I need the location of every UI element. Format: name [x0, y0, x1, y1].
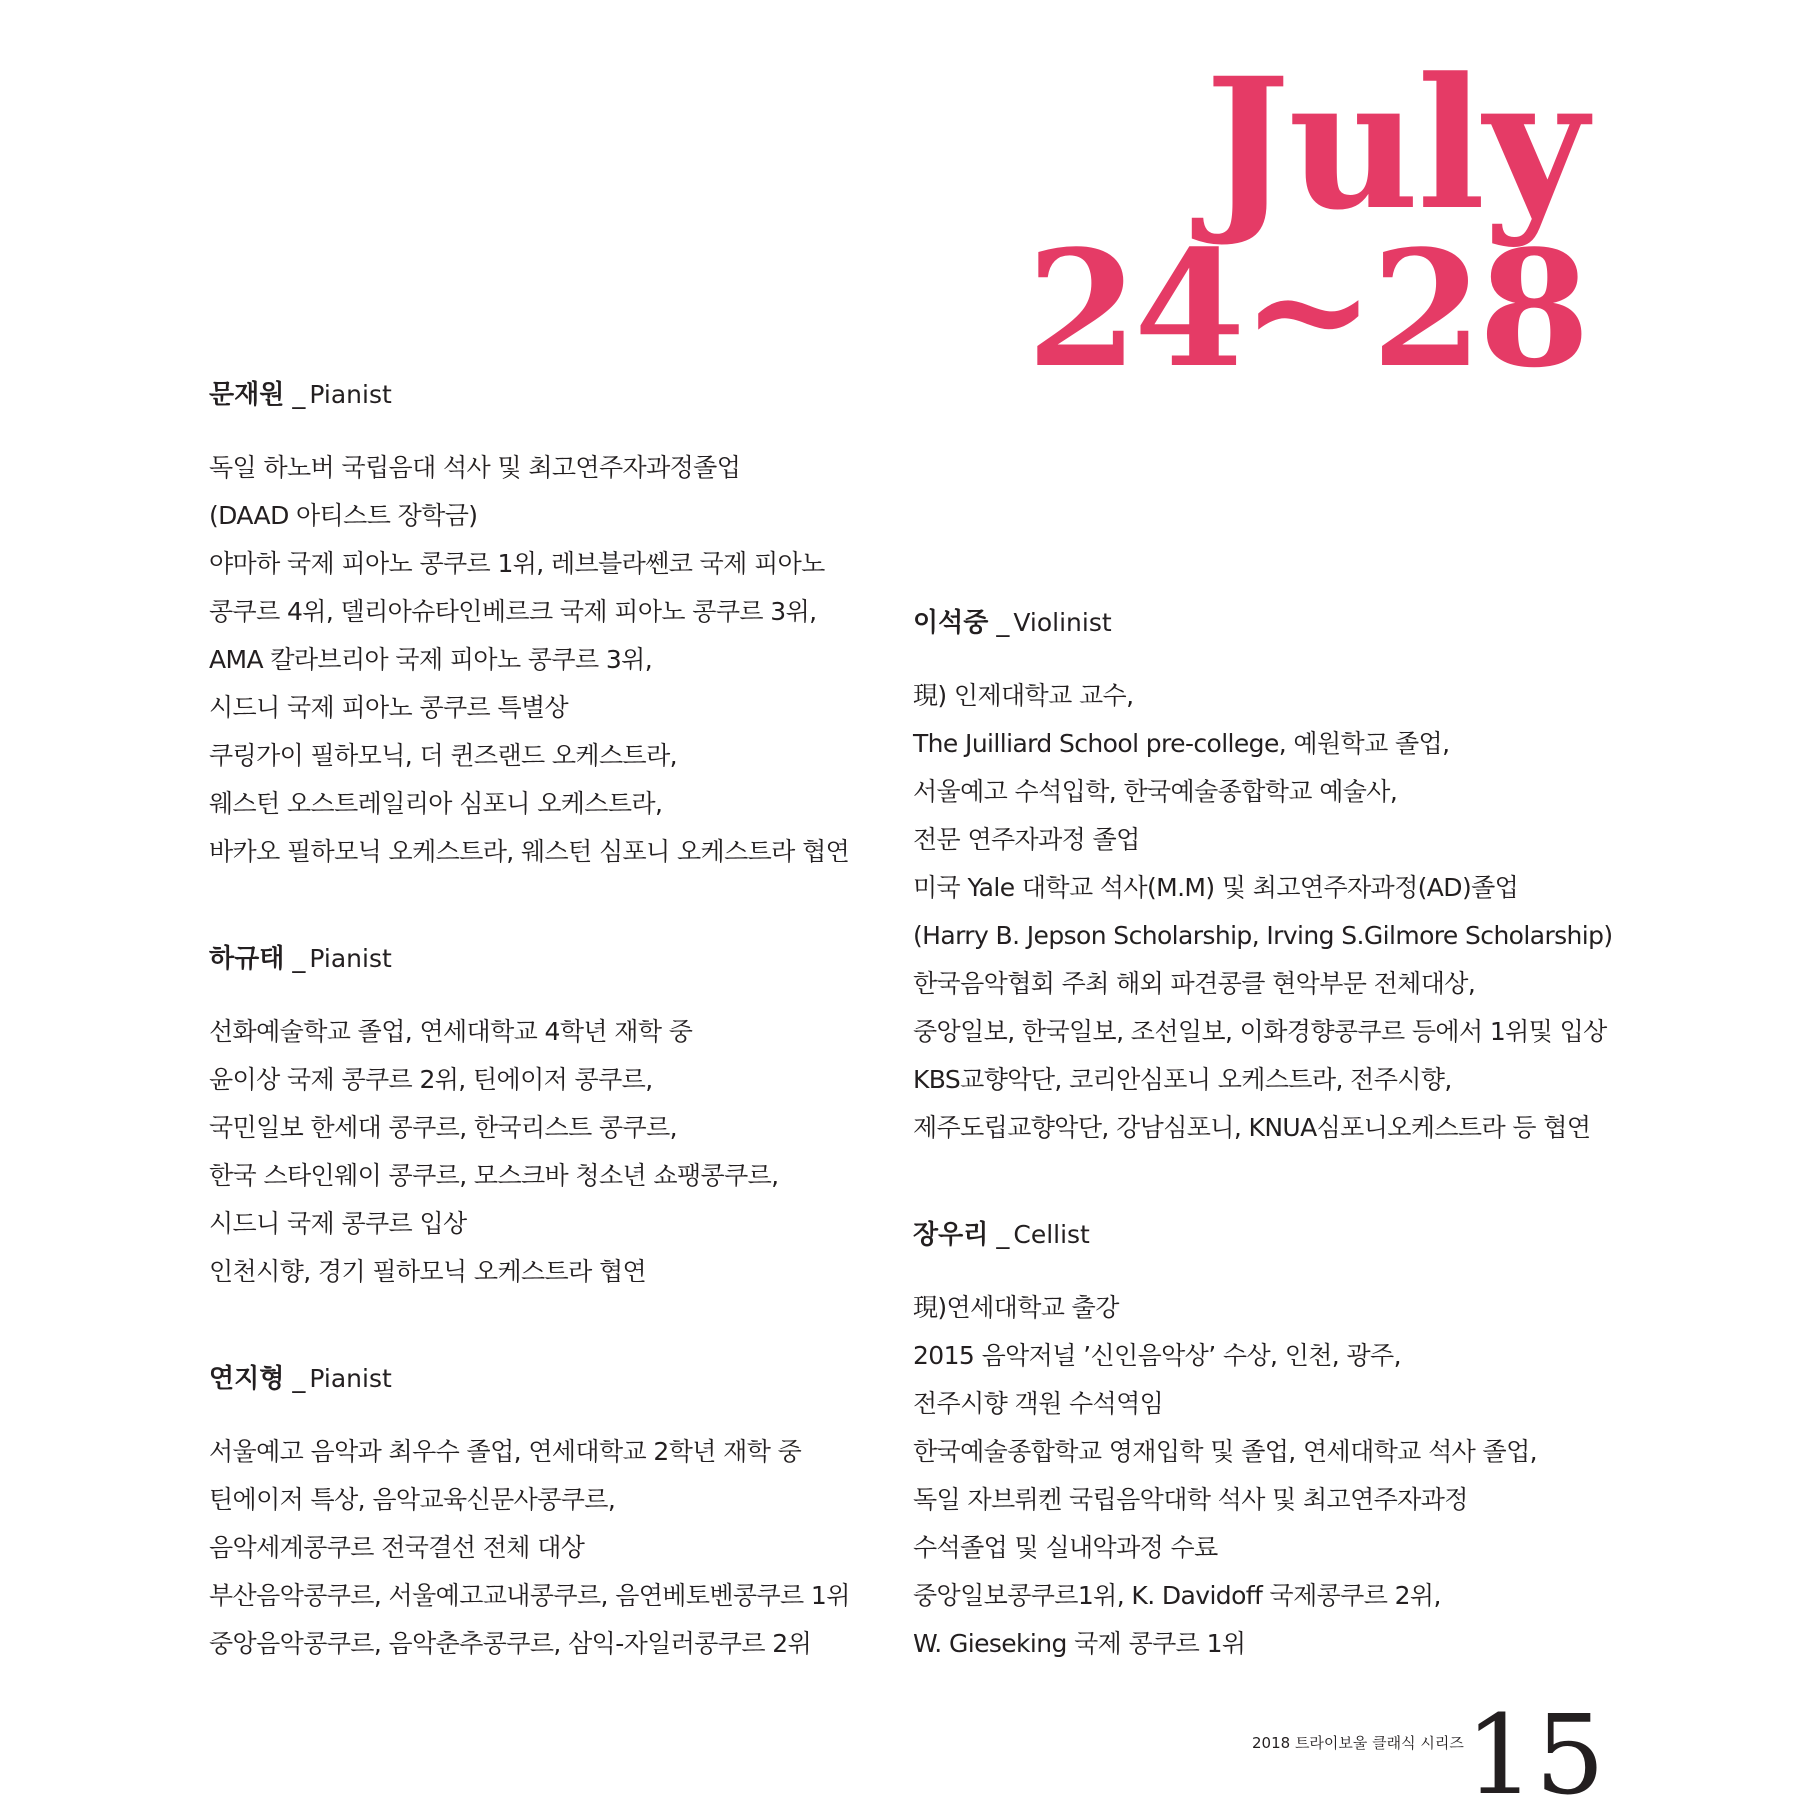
artist-role: Pianist [309, 380, 392, 409]
bio-line: 음악세계콩쿠르 전국결선 전체 대상 [209, 1533, 585, 1562]
bio-line: (Harry B. Jepson Scholarship, Irving S.Gilmore Scholarship) [913, 921, 1613, 950]
bio-line: 부산음악콩쿠르, 서울예고교내콩쿠르, 음연베토벤콩쿠르 1위 [209, 1581, 850, 1610]
bio-line: 전주시향 객원 수석역임 [913, 1389, 1164, 1418]
artist-heading [209, 378, 879, 412]
left-column [209, 378, 879, 1734]
bio-lines [913, 1284, 1643, 1668]
bio-line: 중앙음악콩쿠르, 음악춘추콩쿠르, 삼익-자일러콩쿠르 2위 [209, 1629, 812, 1658]
bio-line: 윤이상 국제 콩쿠르 2위, 틴에이저 콩쿠르, [209, 1065, 653, 1094]
bio-line: 선화예술학교 졸업, 연세대학교 4학년 재학 중 [209, 1017, 693, 1046]
artist-separator: _ [292, 944, 306, 974]
bio-line: 중앙일보콩쿠르1위, K. Davidoff 국제콩쿠르 2위, [913, 1581, 1441, 1610]
bio-line: 미국 Yale 대학교 석사(M.M) 및 최고연주자과정(AD)졸업 [913, 873, 1519, 902]
bio-line: 한국 스타인웨이 콩쿠르, 모스크바 청소년 쇼팽콩쿠르, [209, 1161, 779, 1190]
artist-separator: _ [292, 380, 306, 410]
bio-lines [209, 1008, 879, 1296]
bio-line: 2015 음악저널 ’신인음악상’ 수상, 인천, 광주, [913, 1341, 1401, 1370]
artist-bio [209, 942, 879, 1296]
bio-line: (DAAD 아티스트 장학금) [209, 501, 478, 530]
artist-name: 연지형 [209, 1364, 285, 1394]
artist-heading [209, 1362, 879, 1396]
bio-line: 수석졸업 및 실내악과정 수료 [913, 1533, 1218, 1562]
bio-lines [209, 1428, 879, 1668]
bio-line: 시드니 국제 피아노 콩쿠르 특별상 [209, 693, 569, 722]
bio-lines [913, 672, 1643, 1152]
bio-line: 콩쿠르 4위, 델리아슈타인베르크 국제 피아노 콩쿠르 3위, [209, 597, 817, 626]
footer-series-label: 2018 트라이보울 클래식 시리즈 [1252, 1734, 1464, 1752]
bio-line: 한국예술종합학교 영재입학 및 졸업, 연세대학교 석사 졸업, [913, 1437, 1537, 1466]
bio-line: 독일 하노버 국립음대 석사 및 최고연주자과정졸업 [209, 453, 741, 482]
bio-line: 중앙일보, 한국일보, 조선일보, 이화경향콩쿠르 등에서 1위및 입상 [913, 1017, 1607, 1046]
right-column [913, 606, 1643, 1734]
bio-line: 한국음악협회 주최 해외 파견콩클 현악부문 전체대상, [913, 969, 1476, 998]
artist-name: 하규태 [209, 944, 285, 974]
bio-line: 독일 자브뤼켄 국립음악대학 석사 및 최고연주자과정 [913, 1485, 1468, 1514]
artist-heading [913, 1218, 1643, 1252]
bio-line: 인천시향, 경기 필하모닉 오케스트라 협연 [209, 1257, 647, 1286]
bio-line: 전문 연주자과정 졸업 [913, 825, 1140, 854]
artist-bio [209, 378, 879, 876]
bio-lines [209, 444, 879, 876]
artist-heading [209, 942, 879, 976]
artist-separator: _ [996, 608, 1010, 638]
bio-line: KBS교향악단, 코리안심포니 오케스트라, 전주시향, [913, 1065, 1452, 1094]
bio-line: 바카오 필하모닉 오케스트라, 웨스턴 심포니 오케스트라 협연 [209, 837, 850, 866]
artist-name: 이석중 [913, 608, 989, 638]
bio-line: 시드니 국제 콩쿠르 입상 [209, 1209, 467, 1238]
artist-separator: _ [996, 1220, 1010, 1250]
bio-line: 現) 인제대학교 교수, [913, 681, 1134, 710]
artist-role: Cellist [1013, 1220, 1090, 1249]
page-number: 15 [1465, 1691, 1605, 1819]
bio-line: 서울예고 수석입학, 한국예술종합학교 예술사, [913, 777, 1398, 806]
artist-heading [913, 606, 1643, 640]
bio-line: W. Gieseking 국제 콩쿠르 1위 [913, 1629, 1246, 1658]
artist-role: Pianist [309, 944, 392, 973]
bio-line: 쿠링가이 필하모닉, 더 퀸즈랜드 오케스트라, [209, 741, 677, 770]
event-date [1026, 39, 1586, 403]
bio-line: 現)연세대학교 출강 [913, 1293, 1119, 1322]
artist-name: 문재원 [209, 380, 285, 410]
bio-line: The Juilliard School pre-college, 예원학교 졸업, [913, 729, 1450, 758]
bio-line: 서울예고 음악과 최우수 졸업, 연세대학교 2학년 재학 중 [209, 1437, 802, 1466]
bio-line: 야마하 국제 피아노 콩쿠르 1위, 레브블라쎈코 국제 피아노 [209, 549, 825, 578]
artist-role: Violinist [1013, 608, 1112, 637]
date-month: July [1204, 39, 1586, 250]
bio-line: 제주도립교향악단, 강남심포니, KNUA심포니오케스트라 등 협연 [913, 1113, 1591, 1142]
artist-separator: _ [292, 1364, 306, 1394]
date-range: 24~28 [1026, 215, 1586, 403]
bio-line: 웨스턴 오스트레일리아 심포니 오케스트라, [209, 789, 663, 818]
bio-line: 국민일보 한세대 콩쿠르, 한국리스트 콩쿠르, [209, 1113, 677, 1142]
bio-line: 틴에이저 특상, 음악교육신문사콩쿠르, [209, 1485, 616, 1514]
artist-name: 장우리 [913, 1220, 989, 1250]
artist-role: Pianist [309, 1364, 392, 1393]
bio-line: AMA 칼라브리아 국제 피아노 콩쿠르 3위, [209, 645, 653, 674]
artist-bio [209, 1362, 879, 1668]
artist-bio [913, 606, 1643, 1152]
artist-bio [913, 1218, 1643, 1668]
